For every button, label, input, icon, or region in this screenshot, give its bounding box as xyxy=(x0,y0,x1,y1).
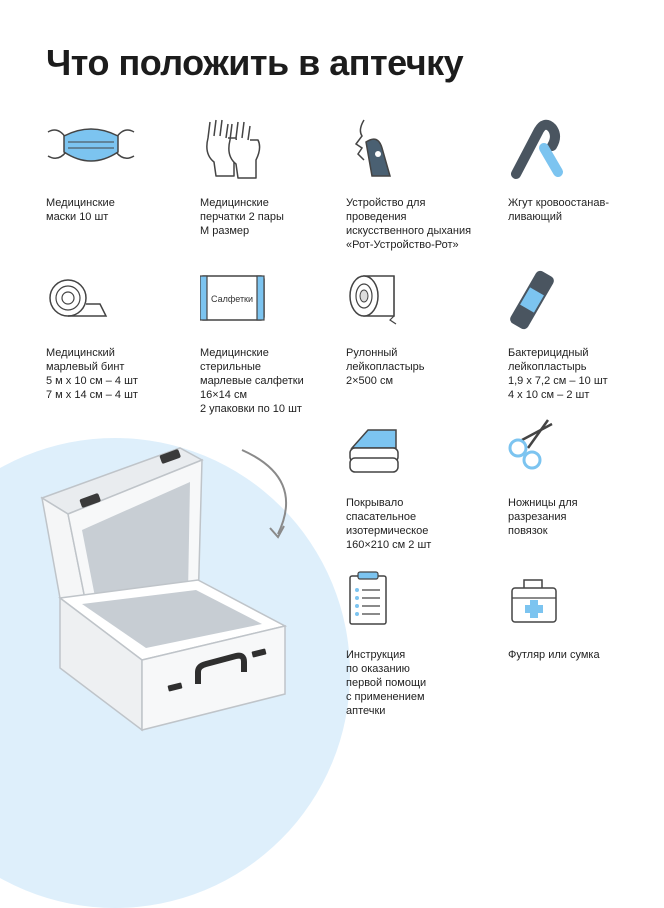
item-label: Медицинские стерильные марлевые салфетки 16×14 см 2 упаковки по 10 шт xyxy=(200,347,304,415)
item-label: Ножницы для разрезания повязок xyxy=(508,497,578,537)
item-label: Медицинские перчатки 2 пары М размер xyxy=(200,197,284,237)
item-label: Медицинский марлевый бинт 5 м х 10 см – 4 шт 7 м х 14 см – 4 шт xyxy=(46,347,138,401)
tourniquet-icon xyxy=(508,118,598,180)
thermal-blanket-icon xyxy=(346,418,436,480)
open-suitcase-illustration xyxy=(30,438,320,738)
item-label: Медицинские маски 10 шт xyxy=(46,197,115,223)
scissors-icon xyxy=(508,418,598,480)
bandage-roll-icon xyxy=(46,268,136,330)
page-title: Что положить в аптечку xyxy=(46,42,464,83)
item-label: Жгут кровоостанав- ливающий xyxy=(508,197,609,223)
wipes-pack-text: Салфетки xyxy=(210,294,254,304)
plaster-icon xyxy=(508,268,598,330)
wipes-pack-icon xyxy=(200,268,290,330)
gloves-icon xyxy=(200,118,290,180)
item-label: Покрывало спасательное изотермическое 160×210 см 2 шт xyxy=(346,497,432,551)
face-mask-icon xyxy=(46,118,136,180)
item-label: Рулонный лейкопластырь 2×500 см xyxy=(346,347,425,387)
tape-roll-icon xyxy=(346,268,436,330)
instruction-clipboard-icon xyxy=(346,570,436,632)
item-label: Инструкция по оказанию первой помощи с применением аптечки xyxy=(346,649,427,717)
breathing-device-icon xyxy=(346,118,436,180)
item-label: Устройство для проведения искусственного дыхания «Рот-Устройство-Рот» xyxy=(346,197,472,251)
item-label: Бактерицидный лейкопластырь 1,9 х 7,2 см – 10 шт 4 х 10 см – 2 шт xyxy=(508,347,608,401)
item-label: Футляр или сумка xyxy=(508,649,600,661)
first-aid-box-icon xyxy=(508,570,598,632)
